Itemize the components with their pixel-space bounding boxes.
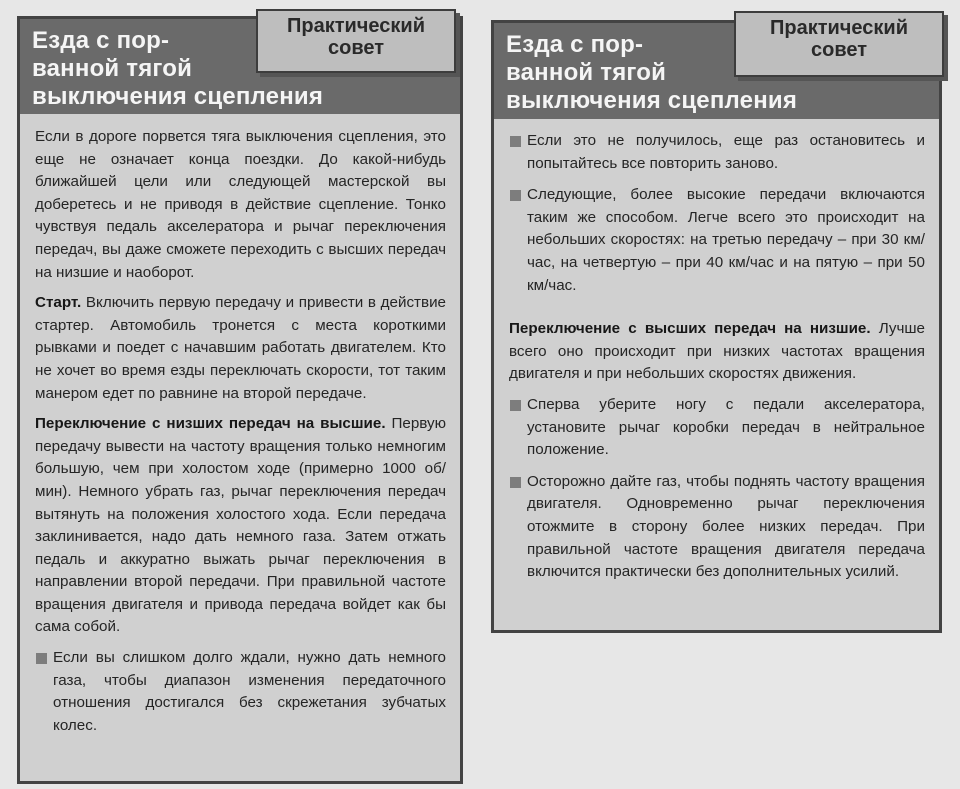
upshift-text: Первую передачу вывести на частоту вращения только немногим большую, чем при холостом ходе (примерно 1000 об/мин). Немного убрать газ, рычаг переключения передач вытянуть на положения холостого хода. Если передача заклинивается, надо дать немного газа. Затем отжать педаль и аккуратно выжать рычаг переключения в направлении второй передачи. При правильной частоте вращения двигателя и привода передача войдет как бы сама собой. [35,415,446,636]
start-text: Включить первую передачу и привести в действие стартер. Автомобиль тронется с места короткими рывками и поедет с начавшим работать двигателем. Кто не хочет во время езды переключать скорости, тот таким манером едет по равнине на второй передаче. [35,294,446,402]
right-bullet-text-2: Следующие, более высокие передачи включаются таким же способом. Легче всего это происходит на небольших скоростях: на третью передачу – при 30 км/час, на четвертую – при 40 км/час и на пятую – при 50 км/час. [527,186,925,294]
left-title-line-3: выключения сцепления [32,83,324,110]
left-bullet-text: Если вы слишком долго ждали, нужно дать немного газа, чтобы диапазон изменения передаточного отношения достигался без скрежетания зубчатых колес. [53,649,446,734]
square-bullet-icon [510,136,521,147]
right-bullet-text-4: Осторожно дайте газ, чтобы поднять частоту вращения двигателя. Одновременно рычаг переключения отожмите в сторону более низких передач. При правильной частоте вращения двигателя передача включится практически без дополнительных усилий. [527,472,925,581]
downshift-text: Лучше всего оно происходит при низких частотах вращения двигателя и при небольших скоростях движения. [509,320,925,383]
right-title-line-3: выключения сцепления [506,87,798,114]
left-badge-line-2: совет [327,37,385,59]
right-title-line-1: Езда с пор- [506,31,644,58]
left-tip-panel [17,16,463,784]
square-bullet-icon [510,190,521,201]
left-intro-paragraph: Если в дороге порвется тяга выключения сцепления, это еще не означает конца поездки. До какой-нибудь ближайшей цели или следующей мастерской вы доберетесь и не приводя в действие сцепление. Тонко чувствуя педаль акселератора и рычаг переключения передач, вы даже сможете переходить с высших передач на низшие и наоборот. [35,128,446,281]
right-downshift-paragraph [509,318,925,386]
left-panel-body [35,126,446,746]
right-bullet-item [509,471,925,584]
right-tip-panel [491,17,942,633]
upshift-label: Переключение с низших передач на высшие. [35,415,386,433]
square-bullet-icon [36,653,47,664]
right-panel-body [509,130,925,593]
downshift-label: Переключение с высших передач на низшие. [509,320,871,338]
square-bullet-icon [510,477,521,488]
left-practical-tip-badge [256,9,456,73]
right-bullet-item [509,394,925,462]
right-bullet-text-3: Сперва уберите ногу с педали акселератора, установите рычаг коробки передач в нейтральное положение. [527,395,925,459]
left-bullet-item [35,647,446,737]
right-practical-tip-badge [734,11,944,77]
section-spacer [509,306,925,318]
left-badge-line-1: Практический [286,15,425,37]
right-badge-line-1: Практический [769,17,908,39]
right-title-line-2: ванной тягой [506,59,667,86]
right-bullet-item [509,130,925,175]
start-label: Старт. [35,294,82,312]
left-title-line-1: Езда с пор- [32,27,170,54]
left-title-line-2: ванной тягой [32,55,193,82]
left-start-paragraph [35,292,446,405]
left-upshift-paragraph [35,413,446,639]
right-bullet-item [509,184,925,297]
right-badge-line-2: совет [810,39,868,61]
square-bullet-icon [510,400,521,411]
right-bullet-text-1: Если это не получилось, еще раз остановитесь и попытайтесь все повторить заново. [527,132,925,172]
